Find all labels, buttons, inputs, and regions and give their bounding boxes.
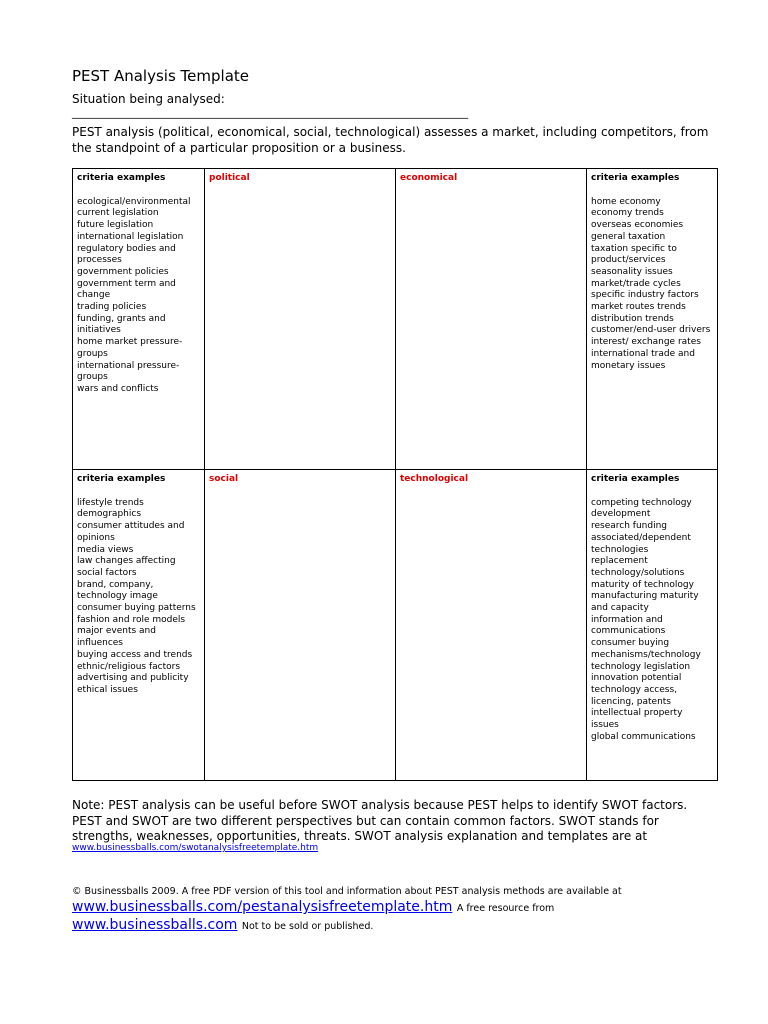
intro-paragraph: PEST analysis (political, economical, social, technological) assesses a market, including competitors, from the standpoint of a particular proposition or a business. (72, 125, 709, 155)
criteria-item: initiatives (77, 325, 121, 336)
criteria-item: home economy (591, 196, 661, 207)
situation-label: Situation being analysed: (72, 92, 225, 106)
criteria-item: processes (77, 255, 122, 266)
criteria-item: law changes affecting (77, 556, 176, 567)
criteria-item: associated/dependent (591, 532, 691, 543)
home-link-line (72, 917, 373, 933)
criteria-item: technology access, (591, 684, 678, 695)
political-header: political (209, 173, 250, 183)
criteria-item: lifestyle trends (77, 497, 144, 508)
criteria-item: innovation potential (591, 673, 682, 684)
criteria-item: seasonality issues (591, 266, 673, 277)
not-sold-text: Not to be sold or published. (241, 921, 374, 932)
criteria-item: government policies (77, 266, 169, 277)
criteria-item: product/services (591, 255, 666, 266)
criteria-item: wars and conflicts (77, 383, 159, 394)
criteria-item: consumer buying patterns (77, 603, 196, 614)
criteria-item: regulatory bodies and (77, 243, 176, 254)
criteria-item: opinions (77, 532, 115, 543)
criteria-item: media views (77, 544, 134, 555)
copyright-text: © Businessballs 2009. A free PDF version of this tool and information about PEST analysis methods are available at (72, 886, 622, 897)
swot-template-link[interactable]: www.businessballs.com/swotanalysisfreetemplate.htm (72, 843, 319, 853)
criteria-item: demographics (77, 509, 142, 520)
criteria-item: ethical issues (77, 684, 138, 695)
criteria-item: change (77, 290, 111, 301)
criteria-item: overseas economies (591, 220, 684, 231)
criteria-item: research funding (591, 521, 668, 532)
criteria-item: taxation specific to (591, 243, 677, 254)
criteria-item: influences (77, 638, 123, 649)
criteria-item: communications (591, 626, 666, 637)
criteria-technological-cell (587, 470, 718, 781)
criteria-item: intellectual property issues (591, 708, 683, 731)
criteria-item: customer/end-user drivers (591, 325, 711, 336)
criteria-item: interest/ exchange rates (591, 337, 701, 348)
criteria-list (591, 498, 713, 744)
criteria-item: global communications (591, 731, 696, 742)
criteria-item: information and (591, 614, 663, 625)
criteria-item: competing technology (591, 497, 692, 508)
criteria-item: future legislation (77, 220, 154, 231)
criteria-item: distribution trends (591, 313, 674, 324)
criteria-item: advertising and publicity (77, 673, 189, 684)
criteria-item: international trade and (591, 348, 695, 359)
criteria-item: manufacturing maturity (591, 591, 699, 602)
criteria-list (77, 197, 200, 396)
criteria-item: trading policies (77, 302, 147, 313)
criteria-header: criteria examples (591, 173, 680, 183)
technological-cell[interactable] (396, 470, 587, 781)
pest-table (72, 168, 718, 781)
criteria-item: government term and (77, 278, 176, 289)
pest-template-link[interactable]: www.businessballs.com/pestanalysisfreetemplate.htm (72, 899, 453, 915)
political-cell[interactable] (205, 169, 396, 470)
situation-underline: ________________________________________________________________________ (72, 106, 468, 119)
criteria-item: major events and (77, 626, 156, 637)
social-cell[interactable] (205, 470, 396, 781)
criteria-item: ethnic/religious factors (77, 661, 181, 672)
criteria-item: groups (77, 348, 108, 359)
criteria-item: consumer buying (591, 638, 670, 649)
criteria-item: ecological/environmental (77, 196, 191, 207)
criteria-item: international pressure- (77, 360, 180, 371)
note-paragraph: Note: PEST analysis can be useful before SWOT analysis because PEST helps to identify SWOT factors. PEST and SWOT are two different perspectives but can contain common factors. SWOT stands for strengths, weaknesses, opportunities, threats. SWOT analysis explanation and templates are at (72, 798, 688, 843)
criteria-political-cell (73, 169, 205, 470)
criteria-item: home market pressure- (77, 337, 183, 348)
free-resource-text: A free resource from (456, 903, 555, 914)
criteria-economical-cell (587, 169, 718, 470)
criteria-header: criteria examples (77, 474, 166, 484)
criteria-item: social factors (77, 567, 137, 578)
criteria-header: criteria examples (77, 173, 166, 183)
businessballs-home-link[interactable]: www.businessballs.com (72, 917, 238, 933)
criteria-item: mechanisms/technology (591, 649, 701, 660)
criteria-item: technology legislation (591, 661, 691, 672)
criteria-item: brand, company, (77, 579, 154, 590)
criteria-social-cell (73, 470, 205, 781)
criteria-item: current legislation (77, 208, 159, 219)
pest-row-social-technological (73, 470, 718, 781)
criteria-item: international legislation (77, 231, 184, 242)
criteria-item: monetary issues (591, 360, 666, 371)
criteria-item: groups (77, 372, 108, 383)
criteria-item: development (591, 509, 651, 520)
economical-header: economical (400, 173, 458, 183)
criteria-item: maturity of technology (591, 579, 694, 590)
social-header: social (209, 474, 239, 484)
criteria-item: economy trends (591, 208, 664, 219)
criteria-list (77, 498, 200, 697)
criteria-list (591, 197, 713, 373)
criteria-item: funding, grants and (77, 313, 166, 324)
criteria-item: technology/solutions (591, 567, 685, 578)
pest-row-political-economical (73, 169, 718, 470)
criteria-item: fashion and role models (77, 614, 186, 625)
criteria-item: technologies (591, 544, 649, 555)
economical-cell[interactable] (396, 169, 587, 470)
criteria-item: buying access and trends (77, 649, 193, 660)
page-title: PEST Analysis Template (72, 67, 249, 85)
technological-header: technological (400, 474, 469, 484)
criteria-item: specific industry factors (591, 290, 699, 301)
criteria-item: licencing, patents (591, 696, 671, 707)
pest-link-line (72, 899, 554, 915)
criteria-header: criteria examples (591, 474, 680, 484)
criteria-item: technology image (77, 591, 158, 602)
criteria-item: replacement (591, 556, 648, 567)
criteria-item: general taxation (591, 231, 666, 242)
criteria-item: consumer attitudes and (77, 521, 185, 532)
criteria-item: market/trade cycles (591, 278, 681, 289)
criteria-item: market routes trends (591, 302, 686, 313)
criteria-item: and capacity (591, 603, 649, 614)
